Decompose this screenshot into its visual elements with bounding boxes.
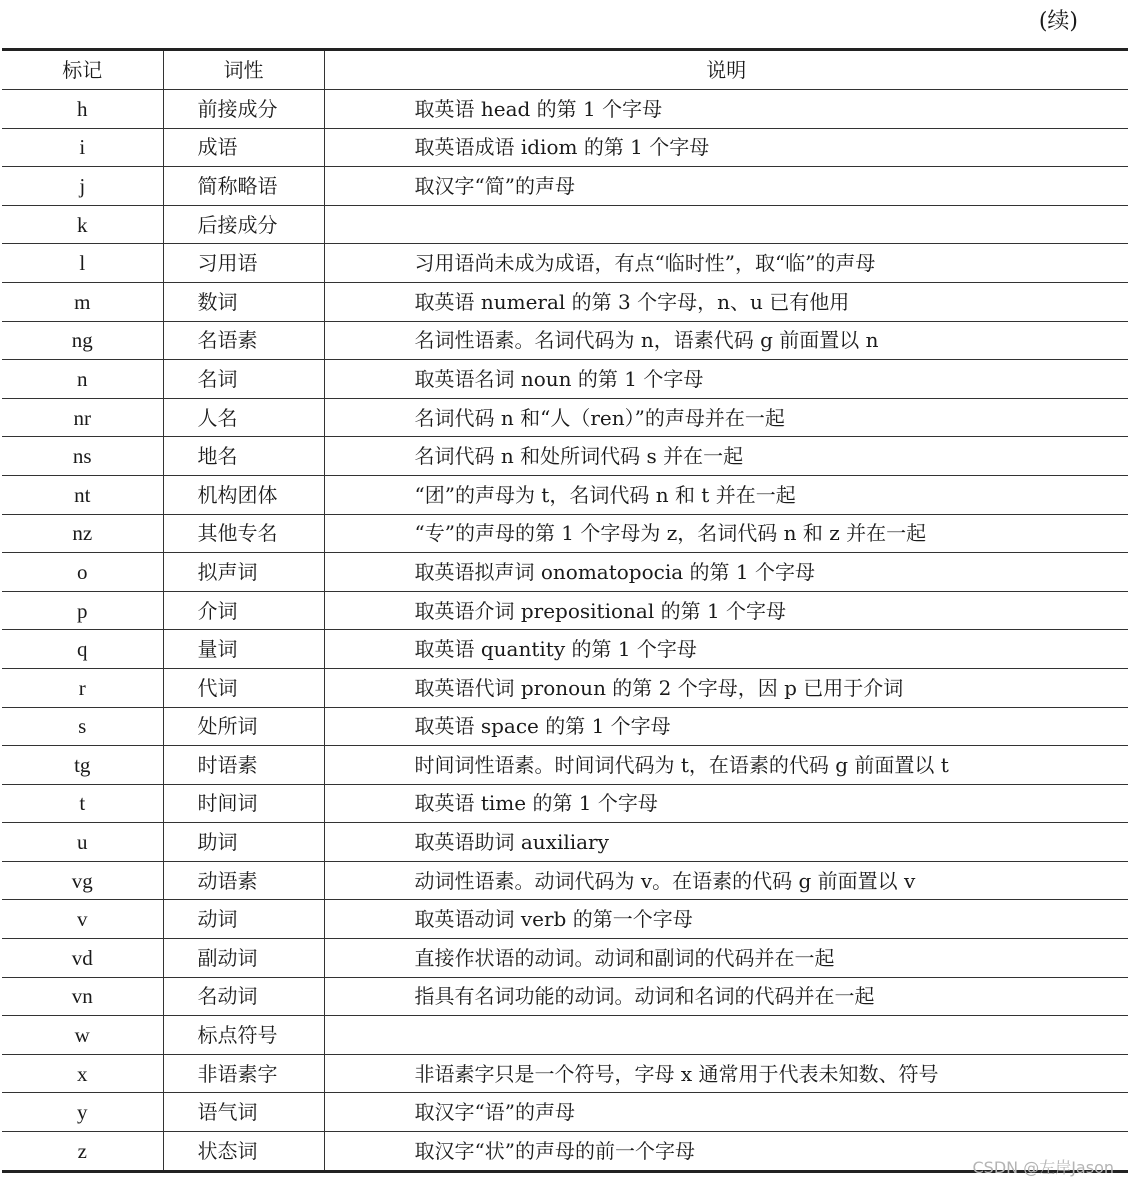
tag-cell: t [2,784,163,823]
pos-cell: 非语素字 [163,1054,324,1093]
table-row [2,591,1128,630]
tag-cell: m [2,282,163,321]
table-row [2,630,1128,669]
tag-cell: nz [2,514,163,553]
tag-cell: ns [2,437,163,476]
description-cell: 取英语助词 auxiliary [324,823,1128,862]
table-row [2,823,1128,862]
table-row [2,244,1128,283]
pos-cell: 习用语 [163,244,324,283]
tag-cell: w [2,1016,163,1055]
table-row [2,128,1128,167]
tag-cell: l [2,244,163,283]
pos-cell: 其他专名 [163,514,324,553]
pos-cell: 后接成分 [163,205,324,244]
description-cell: 取汉字“简”的声母 [324,167,1128,206]
table-row [2,90,1128,129]
description-cell: 指具有名词功能的动词。动词和名词的代码并在一起 [324,977,1128,1016]
tag-cell: s [2,707,163,746]
tag-cell: k [2,205,163,244]
description-cell: 取英语拟声词 onomatopocia 的第 1 个字母 [324,553,1128,592]
pos-cell: 拟声词 [163,553,324,592]
description-cell: 名词性语素。名词代码为 n，语素代码 g 前面置以 n [324,321,1128,360]
tag-cell: vg [2,861,163,900]
pos-cell: 量词 [163,630,324,669]
pos-cell: 名语素 [163,321,324,360]
tag-cell: v [2,900,163,939]
description-cell: 取英语 numeral 的第 3 个字母，n、u 已有他用 [324,282,1128,321]
description-cell: 取英语 space 的第 1 个字母 [324,707,1128,746]
pos-cell: 名动词 [163,977,324,1016]
tag-cell: nr [2,398,163,437]
description-cell: 非语素字只是一个符号，字母 x 通常用于代表未知数、符号 [324,1054,1128,1093]
table-row [2,205,1128,244]
description-cell: 取英语成语 idiom 的第 1 个字母 [324,128,1128,167]
table-row [2,1132,1128,1172]
pos-cell: 标点符号 [163,1016,324,1055]
description-cell: 取汉字“状”的声母的前一个字母 [324,1132,1128,1172]
description-cell: 取英语 quantity 的第 1 个字母 [324,630,1128,669]
tag-cell: vd [2,939,163,978]
table-header-row [2,50,1128,90]
description-cell: 名词代码 n 和处所词代码 s 并在一起 [324,437,1128,476]
table-row [2,398,1128,437]
tag-cell: tg [2,746,163,785]
pos-tag-table [2,48,1128,1173]
header-tag: 标记 [2,50,163,90]
pos-cell: 前接成分 [163,90,324,129]
pos-cell: 助词 [163,823,324,862]
description-cell: 习用语尚未成为成语，有点“临时性”，取“临”的声母 [324,244,1128,283]
pos-cell: 副动词 [163,939,324,978]
description-cell: 取英语 head 的第 1 个字母 [324,90,1128,129]
table-row [2,282,1128,321]
description-cell: 取英语代词 pronoun 的第 2 个字母，因 p 已用于介词 [324,668,1128,707]
description-cell: 取英语 time 的第 1 个字母 [324,784,1128,823]
tag-cell: z [2,1132,163,1172]
description-cell: “团”的声母为 t，名词代码 n 和 t 并在一起 [324,475,1128,514]
tag-cell: ng [2,321,163,360]
description-cell: 取英语介词 prepositional 的第 1 个字母 [324,591,1128,630]
table-row [2,1093,1128,1132]
table-body [2,90,1128,1172]
table-row [2,939,1128,978]
pos-cell: 动语素 [163,861,324,900]
table-row [2,553,1128,592]
table-row [2,1054,1128,1093]
table-row [2,514,1128,553]
header-pos: 词性 [163,50,324,90]
tag-cell: u [2,823,163,862]
tag-cell: nt [2,475,163,514]
tag-cell: i [2,128,163,167]
table-row [2,360,1128,399]
table-row [2,475,1128,514]
table-row [2,707,1128,746]
table-row [2,437,1128,476]
tag-cell: q [2,630,163,669]
tag-cell: j [2,167,163,206]
pos-cell: 处所词 [163,707,324,746]
table-row [2,977,1128,1016]
pos-cell: 代词 [163,668,324,707]
table-row [2,784,1128,823]
pos-cell: 简称略语 [163,167,324,206]
description-cell [324,1016,1128,1055]
pos-cell: 人名 [163,398,324,437]
table-row [2,668,1128,707]
table-row [2,167,1128,206]
pos-cell: 成语 [163,128,324,167]
tag-cell: vn [2,977,163,1016]
tag-cell: y [2,1093,163,1132]
description-cell [324,205,1128,244]
pos-cell: 时间词 [163,784,324,823]
pos-cell: 语气词 [163,1093,324,1132]
description-cell: 取英语名词 noun 的第 1 个字母 [324,360,1128,399]
pos-cell: 介词 [163,591,324,630]
pos-cell: 数词 [163,282,324,321]
pos-cell: 状态词 [163,1132,324,1172]
description-cell: 直接作状语的动词。动词和副词的代码并在一起 [324,939,1128,978]
tag-cell: o [2,553,163,592]
description-cell: 名词代码 n 和“人（ren）”的声母并在一起 [324,398,1128,437]
table-row [2,321,1128,360]
pos-cell: 时语素 [163,746,324,785]
description-cell: 时间词性语素。时间词代码为 t，在语素的代码 g 前面置以 t [324,746,1128,785]
pos-cell: 动词 [163,900,324,939]
table-row [2,1016,1128,1055]
description-cell: “专”的声母的第 1 个字母为 z，名词代码 n 和 z 并在一起 [324,514,1128,553]
tag-cell: n [2,360,163,399]
description-cell: 取汉字“语”的声母 [324,1093,1128,1132]
pos-cell: 名词 [163,360,324,399]
tag-cell: r [2,668,163,707]
continued-label: (续) [1038,9,1078,34]
header-description: 说明 [324,50,1128,90]
table-row [2,746,1128,785]
pos-cell: 地名 [163,437,324,476]
tag-cell: p [2,591,163,630]
table-row [2,900,1128,939]
pos-cell: 机构团体 [163,475,324,514]
tag-cell: h [2,90,163,129]
description-cell: 动词性语素。动词代码为 v。在语素的代码 g 前面置以 v [324,861,1128,900]
watermark: CSDN @左岸Jason [972,1158,1114,1177]
tag-cell: x [2,1054,163,1093]
description-cell: 取英语动词 verb 的第一个字母 [324,900,1128,939]
table-row [2,861,1128,900]
